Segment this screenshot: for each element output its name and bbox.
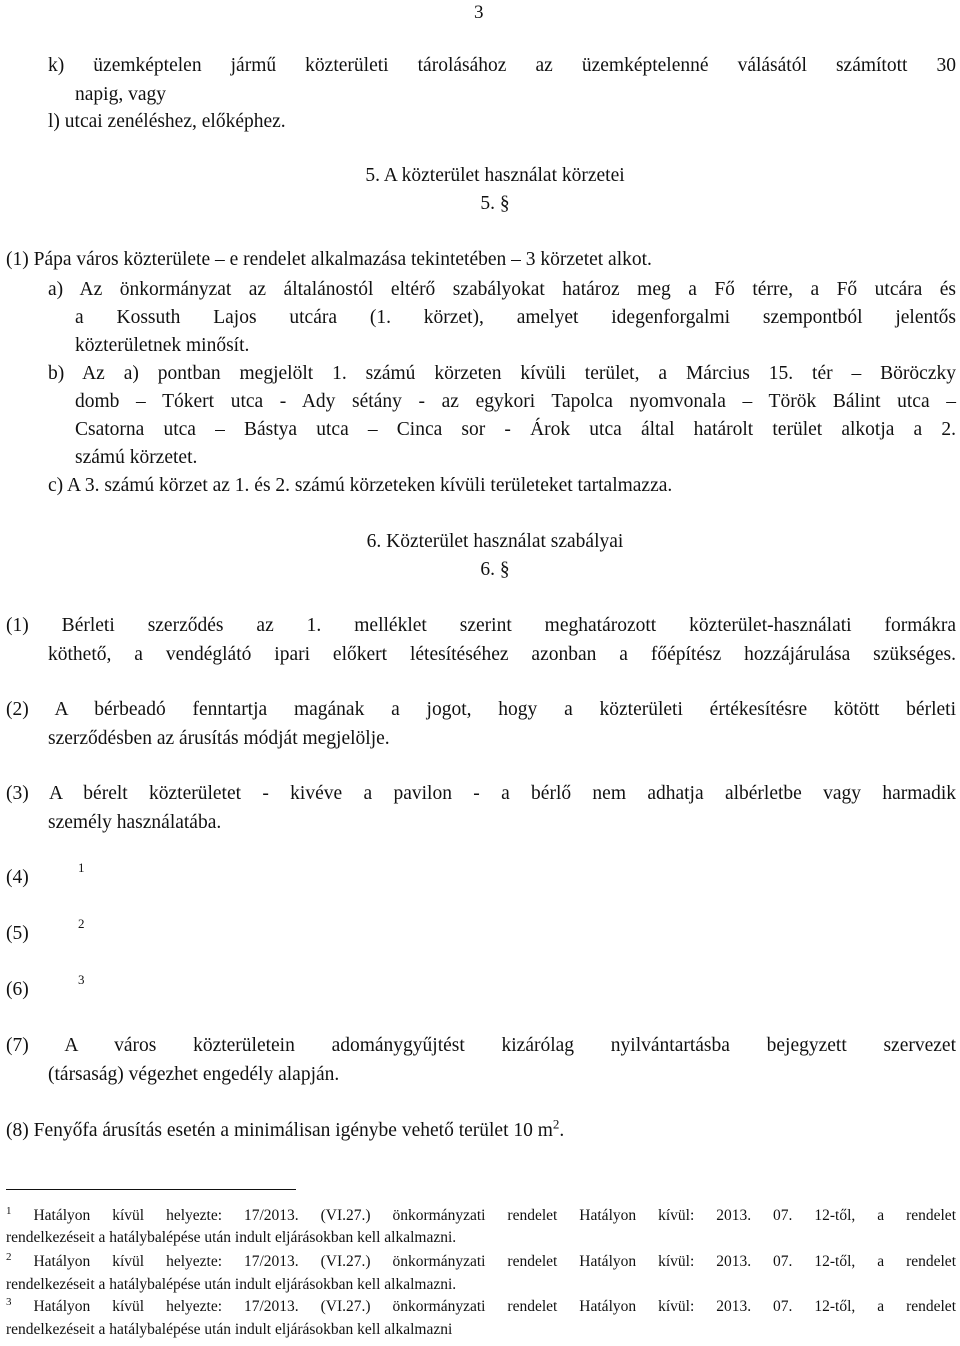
section5-b-line4: számú körzetet. <box>75 447 198 468</box>
section5-paragraph-sign: 5. § <box>480 193 510 214</box>
footnote-2-line2: rendelkezéseit a hatálybalépése után indult eljárásokban kell alkalmazni. <box>6 1276 457 1293</box>
item-l-line: l) utcai zenéléshez, előképhez. <box>48 111 286 132</box>
section6-p7-line2: (társaság) végezhet engedély alapján. <box>48 1064 340 1085</box>
section6-p5-footnote-ref[interactable]: 2 <box>78 916 85 931</box>
footnote-1-line1 <box>6 1204 956 1224</box>
section6-p3-line1: (3) A bérelt közterületet - kivéve a pavilon - a bérlő nem adhatja albérletbe vagy harmadik <box>6 783 956 804</box>
section6-p8-end: . <box>559 1120 565 1141</box>
section6-p6: (6) <box>6 979 29 1000</box>
section6-p1-line1: (1) Bérleti szerződés az 1. melléklet szerint meghatározott közterület-használati formákra <box>6 615 956 636</box>
footnote-2-ref: 2 <box>6 1250 12 1263</box>
item-k-line1: k) üzemképtelen jármű közterületi tárolásához az üzemképtelenné válásától számított 30 <box>48 55 956 76</box>
section6-p4: (4) <box>6 867 29 888</box>
section5-a-line2: a Kossuth Lajos utcára (1. körzet), amelyet idegenforgalmi szempontból jelentős <box>75 307 956 328</box>
section6-p8-text: (8) Fenyőfa árusítás esetén a minimálisan igénybe vehető terület 10 m <box>6 1120 553 1141</box>
section6-p8 <box>6 1116 565 1141</box>
footnote-2-text: Hatályon kívül helyezte: 17/2013. (VI.27.) önkormányzati rendelet Hatályon kívül: 2013. 07. 12-től, a rendelet <box>33 1253 956 1270</box>
footnote-3-text: Hatályon kívül helyezte: 17/2013. (VI.27.) önkormányzati rendelet Hatályon kívül: 2013. 07. 12-től, a rendelet <box>33 1298 956 1315</box>
section6-p4-footnote-ref[interactable]: 1 <box>78 860 85 875</box>
footnote-1-text: Hatályon kívül helyezte: 17/2013. (VI.27.) önkormányzati rendelet Hatályon kívül: 2013. 07. 12-től, a rendelet <box>33 1207 956 1224</box>
section5-p1: (1) Pápa város közterülete – e rendelet alkalmazása tekintetében – 3 körzetet alkot. <box>6 249 652 270</box>
section6-title: 6. Közterület használat szabályai <box>366 531 624 552</box>
section6-p7-line1: (7) A város közterületein adománygyűjtést kizárólag nyilvántartásba bejegyzett szervezet <box>6 1035 956 1056</box>
page-number: 3 <box>474 2 484 23</box>
section5-b-line2: domb – Tókert utca - Ady sétány - az egykori Tapolca nyomvonala – Török Bálint utca – <box>75 391 956 412</box>
footnote-3-ref: 3 <box>6 1295 12 1308</box>
section5-b-line3: Csatorna utca – Bástya utca – Cinca sor - Árok utca által határolt terület alkotja a 2. <box>75 419 956 440</box>
footnote-1-line2: rendelkezéseit a hatálybalépése után indult eljárásokban kell alkalmazni. <box>6 1229 457 1246</box>
footnote-separator <box>6 1189 296 1190</box>
section5-b-line1: b) Az a) pontban megjelölt 1. számú körzeten kívüli terület, a Március 15. tér – Böröczky <box>48 363 956 384</box>
footnote-2-line1 <box>6 1250 956 1270</box>
footnote-3-line2: rendelkezéseit a hatálybalépése után indult eljárásokban kell alkalmazni <box>6 1321 453 1338</box>
section6-p6-footnote-ref[interactable]: 3 <box>78 972 85 987</box>
footnote-3-line1 <box>6 1295 956 1315</box>
item-k-line2: napig, vagy <box>75 84 166 105</box>
footnote-1-ref: 1 <box>6 1204 12 1217</box>
section6-p5: (5) <box>6 923 29 944</box>
section6-p8-sup: 2 <box>552 1116 560 1132</box>
section6-paragraph-sign: 6. § <box>480 559 510 580</box>
section5-title: 5. A közterület használat körzetei <box>365 165 625 186</box>
section6-p3-line2: személy használatába. <box>48 812 222 833</box>
section5-a-line1: a) Az önkormányzat az általánostól eltérő szabályokat határoz meg a Fő térre, a Fő utcára és <box>48 279 956 300</box>
section6-p2-line2: szerződésben az árusítás módját megjelölje. <box>48 728 390 749</box>
section5-a-line3: közterületnek minősít. <box>75 335 250 356</box>
section5-c-line: c) A 3. számú körzet az 1. és 2. számú körzeteken kívüli területeket tartalmazza. <box>48 475 673 496</box>
section6-p2-line1: (2) A bérbeadó fenntartja magának a jogot, hogy a közterületi értékesítésre kötött bérleti <box>6 699 956 720</box>
section6-p1-line2: köthető, a vendéglátó ipari előkert létesítéséhez azonban a főépítész hozzájárulása szükséges. <box>48 644 956 665</box>
